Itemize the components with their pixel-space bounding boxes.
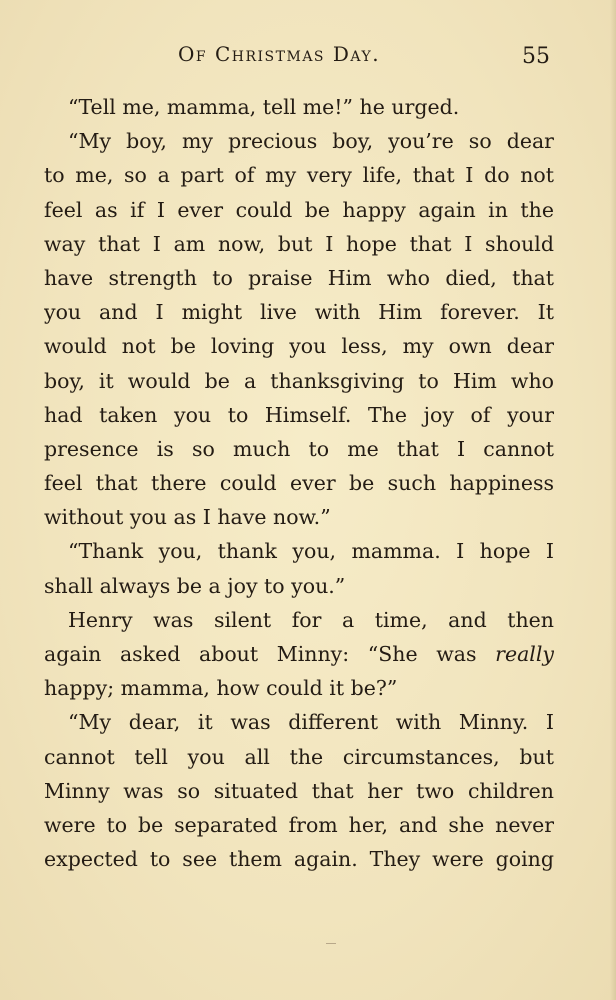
text-line: “My boy, my precious boy, you’re so dear <box>68 129 554 154</box>
text-line: Henry was silent for a time, and then <box>68 607 554 632</box>
text-line: had taken you to Himself. The joy of your <box>44 402 554 427</box>
page-number: 55 <box>522 44 550 69</box>
page-edge-shadow <box>610 0 616 1000</box>
text-line: feel that there could ever be such happiness <box>44 471 554 496</box>
text-line: shall always be a joy to you.” <box>44 573 346 598</box>
text-segment: again asked about Minny: “She was <box>44 642 496 666</box>
running-title: Of Christmas Day. <box>178 42 381 66</box>
text-line: “Thank you, thank you, mamma. I hope I <box>68 539 554 564</box>
text-line: have strength to praise Him who died, that <box>44 265 554 290</box>
text-line: would not be loving you less, my own dear <box>44 334 554 359</box>
text-line: happy; mamma, how could it be?” <box>44 676 398 701</box>
text-line: feel as if I ever could be happy again in the <box>44 197 554 222</box>
text-line-with-italic <box>44 637 554 671</box>
text-line: “Tell me, mamma, tell me!” he urged. <box>68 95 460 119</box>
text-line: “My dear, it was different with Minny. I <box>68 710 554 735</box>
italic-word: really <box>495 642 554 666</box>
text-line: you and I might live with Him forever. It <box>44 300 554 325</box>
printer-mark <box>326 943 336 944</box>
text-line: way that I am now, but I hope that I should <box>44 231 554 256</box>
text-line: Minny was so situated that her two children <box>44 778 554 803</box>
page-header <box>44 40 554 76</box>
text-line: cannot tell you all the circumstances, but <box>44 744 554 769</box>
text-line: expected to see them again. They were going <box>44 847 554 872</box>
text-line: were to be separated from her, and she never <box>44 812 554 837</box>
body-text <box>44 90 554 876</box>
text-line: without you as I have now.” <box>44 505 331 530</box>
text-line: presence is so much to me that I cannot <box>44 436 554 461</box>
text-line: boy, it would be a thanksgiving to Him who <box>44 368 554 393</box>
text-line: to me, so a part of my very life, that I do not <box>44 163 554 188</box>
